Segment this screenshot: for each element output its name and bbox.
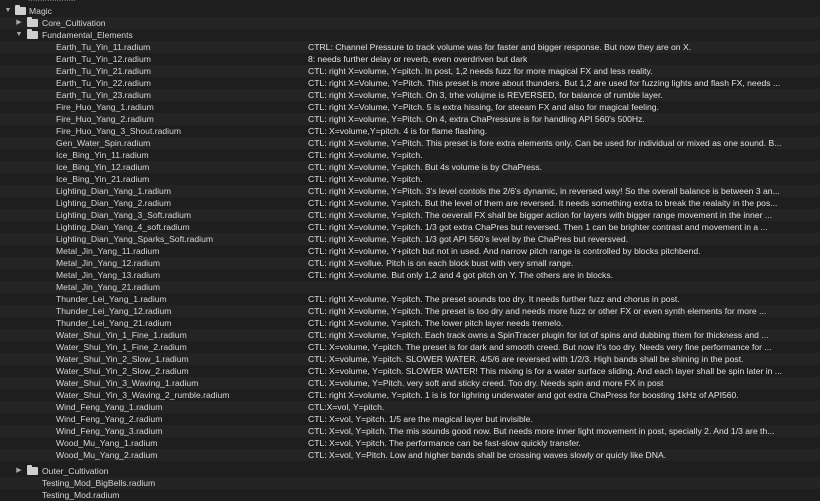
- file-name: Earth_Tu_Yin_22.radium: [56, 78, 151, 88]
- file-row[interactable]: [0, 389, 820, 401]
- folder-icon: [27, 19, 38, 27]
- file-name: Wood_Mu_Yang_2.radium: [56, 450, 158, 460]
- file-row[interactable]: [0, 53, 820, 65]
- file-comment: CTL: right X=volume, Y=pitch. The preset sounds too dry. It needs further fuzz and chorus in post.: [308, 294, 680, 304]
- file-comment: CTL: right X=volume, Y=pitch. The lower pitch layer needs tremelo.: [308, 318, 564, 328]
- file-row[interactable]: [0, 365, 820, 377]
- file-comment: CTL: right X=volume, Y=Pitch. This preset is fore extra elements only. Can be used for individual or mixed as one sound. B...: [308, 138, 782, 148]
- file-row[interactable]: [0, 125, 820, 137]
- file-comment: CTL: right X=volume, Y=pitch. The preset is too dry and needs more fuzz or other FX or even synth elements for more ...: [308, 306, 767, 316]
- file-row[interactable]: [0, 305, 820, 317]
- file-name: Metal_Jin_Yang_13.radium: [56, 270, 160, 280]
- file-comment: CTL: X=volume, Y=pitch. SLOWER WATER! This mixing is for a water surface sliding. And each layer shall be spin later in ...: [308, 366, 782, 376]
- file-row[interactable]: [0, 317, 820, 329]
- file-comment: CTL: right X=volume, Y=pitch.: [308, 150, 423, 160]
- file-comment: CTL: X=volume, Y=Pitch. very soft and sticky creed. Too dry. Needs spin and more FX in post: [308, 378, 664, 388]
- folder-outer-cultivation[interactable]: [0, 465, 820, 477]
- file-comment: CTL: right X=volume, Y=Pitch. On 3, trhe volujme is REVERSED, for balance of rumble layer.: [308, 90, 663, 100]
- folder-icon: [27, 31, 38, 39]
- folder-icon: [27, 467, 38, 475]
- file-row[interactable]: [0, 101, 820, 113]
- file-comment: CTL: right X=Volume, Y=Pitch. 5 is extra hissing, for steeam FX and also for magical feeling.: [308, 102, 659, 112]
- file-row[interactable]: [0, 449, 820, 461]
- file-name: Gen_Water_Spin.radium: [56, 138, 151, 148]
- partial-top-item: [28, 0, 76, 3]
- file-name: Lighting_Dian_Yang_2.radium: [56, 198, 171, 208]
- file-comment: CTL: right X=volume, Y=pitch. 1/3 got API 560's level by the ChaPres but reversved.: [308, 234, 629, 244]
- file-name: Wind_Feng_Yang_2.radium: [56, 414, 163, 424]
- disclosure-closed-icon[interactable]: ▶: [16, 467, 22, 474]
- file-comment: CTL: right X=volume, Y=Pitch. On 4, extra ChaPressure is for handling API 560's 500Hz.: [308, 114, 645, 124]
- file-name: Ice_Bing_Yin_11.radium: [56, 150, 149, 160]
- file-comment: CTL: X=volume, Y=pitch. The preset is for dark and smooth creed. But now it's too dry. Needs very fine performance for ...: [308, 342, 772, 352]
- file-row[interactable]: [0, 185, 820, 197]
- file-row[interactable]: [0, 77, 820, 89]
- file-row[interactable]: [0, 269, 820, 281]
- file-row[interactable]: [0, 137, 820, 149]
- file-name: Water_Shui_Yin_3_Waving_1.radium: [56, 378, 199, 388]
- file-name: Testing_Mod_BigBells.radium: [42, 478, 156, 488]
- file-comment: CTL: X=vol, Y=pitch. The performance can be fast-slow quickly transfer.: [308, 438, 581, 448]
- folder-icon: [15, 7, 26, 15]
- file-name: Earth_Tu_Yin_23.radium: [56, 90, 151, 100]
- file-row[interactable]: [0, 161, 820, 173]
- file-comment: CTL: X=volume, Y=pitch. SLOWER WATER. 4/5/6 are reversed with 1/2/3. High bands shall be shining in the post.: [308, 354, 744, 364]
- file-name: Earth_Tu_Yin_11.radium: [56, 42, 151, 52]
- file-name: Ice_Bing_Yin_21.radium: [56, 174, 150, 184]
- file-name: Metal_Jin_Yang_12.radium: [56, 258, 160, 268]
- file-comment: CTL: right X=volume, Y=pitch. Each track owns a SpinTracer plugin for lot of spins and dubbing them for thickness and ...: [308, 330, 769, 340]
- file-comment: CTL: right X=volume, Y+pitch but not in used. And narrow pitch range is controlled by blocks pitchbend.: [308, 246, 701, 256]
- file-comment: CTRL: Channel Pressure to track volume was for faster and bigger response. But now they are on X.: [308, 42, 692, 52]
- file-row[interactable]: [0, 197, 820, 209]
- file-comment: CTL: right X=volume. But only 1,2 and 4 got pitch on Y. The others are in blocks.: [308, 270, 614, 280]
- file-comment: CTL: X=vol, Y=pitch. The mis sounds good now. But needs more inner light movement in post, specially 2. And 1/3 are th...: [308, 426, 775, 436]
- file-name: Fire_Huo_Yang_2.radium: [56, 114, 154, 124]
- file-comment: 8: needs further delay or reverb, even overdriven but dark: [308, 54, 528, 64]
- folder-core-cultivation[interactable]: [0, 17, 820, 29]
- file-comment: CTL: right X=volume, Y=pitch. The oeverall FX shall be bigger action for layers with bigger range movement in the inner ...: [308, 210, 772, 220]
- file-name: Fire_Huo_Yang_1.radium: [56, 102, 154, 112]
- file-row[interactable]: [0, 221, 820, 233]
- file-comment: CTL: right X=volume, Y=Pitch. 3's level contols the 2/6's dynamic, in reversed way! So the overall balance is between 3 an...: [308, 186, 780, 196]
- file-row[interactable]: [0, 245, 820, 257]
- file-row[interactable]: [0, 233, 820, 245]
- disclosure-open-icon[interactable]: ▼: [4, 7, 12, 14]
- file-row[interactable]: [0, 401, 820, 413]
- folder-label: Outer_Cultivation: [42, 466, 109, 476]
- file-row[interactable]: [0, 89, 820, 101]
- file-comment: CTL:X=vol, Y=pitch.: [308, 402, 385, 412]
- file-row[interactable]: [0, 257, 820, 269]
- file-name: Testing_Mod.radium: [42, 490, 120, 500]
- file-row[interactable]: [0, 149, 820, 161]
- file-comment: CTL: right X=volume, Y=pitch. 1/3 got extra ChaPres but reversed. Then 1 can be brighter contrast and movement in a ...: [308, 222, 768, 232]
- file-name: Water_Shui_Yin_2_Slow_2.radium: [56, 366, 189, 376]
- file-row[interactable]: [0, 209, 820, 221]
- file-name: Water_Shui_Yin_1_Fine_1.radium: [56, 330, 187, 340]
- file-name: Earth_Tu_Yin_21.radium: [56, 66, 151, 76]
- folder-label: Fundamental_Elements: [42, 30, 133, 40]
- file-comment: CTL: right X=vollue. Pitch is on each block bust with very small range.: [308, 258, 574, 268]
- file-comment: CTL: X=vol, Y=Pitch. Low and higher bands shall be crossing waves slowly or quicly like DNA.: [308, 450, 667, 460]
- file-row-testing-bigbells[interactable]: [0, 477, 820, 489]
- file-name: Lighting_Dian_Yang_Sparks_Soft.radium: [56, 234, 214, 244]
- file-name: Earth_Tu_Yin_12.radium: [56, 54, 151, 64]
- file-name: Lighting_Dian_Yang_1.radium: [56, 186, 171, 196]
- file-name: Metal_Jin_Yang_11.radium: [56, 246, 160, 256]
- file-name: Thunder_Lei_Yang_1.radium: [56, 294, 167, 304]
- file-row-testing-mod[interactable]: [0, 489, 820, 501]
- file-comment: CTL: X=vol, Y=pitch. 1/5 are the magical layer but invisible.: [308, 414, 533, 424]
- file-row[interactable]: [0, 65, 820, 77]
- file-row[interactable]: [0, 293, 820, 305]
- file-name: Wind_Feng_Yang_1.radium: [56, 402, 163, 412]
- file-comment: CTL: right X=volume, Y=pitch. In post, 1,2 needs fuzz for more magical FX and less reality.: [308, 66, 653, 76]
- file-row[interactable]: [0, 329, 820, 341]
- file-comment: CTL: right X=volume, Y=pitch. But 4s volume is by ChaPress.: [308, 162, 542, 172]
- file-comment: CTL: right X=volume, Y=pitch. But the level of them are reversed. It needs something extra to break the realaity in the pos...: [308, 198, 778, 208]
- file-name: Thunder_Lei_Yang_21.radium: [56, 318, 172, 328]
- file-row[interactable]: [0, 413, 820, 425]
- disclosure-open-icon[interactable]: ▼: [15, 31, 23, 38]
- file-name: Thunder_Lei_Yang_12.radium: [56, 306, 172, 316]
- file-row[interactable]: [0, 41, 820, 53]
- file-row[interactable]: [0, 173, 820, 185]
- file-name: Fire_Huo_Yang_3_Shout.radium: [56, 126, 182, 136]
- folder-label: Core_Cultivation: [42, 18, 106, 28]
- file-row[interactable]: [0, 425, 820, 437]
- file-row[interactable]: [0, 377, 820, 389]
- file-row[interactable]: [0, 113, 820, 125]
- file-comment: CTL: right X=volume, Y=pitch.: [308, 174, 423, 184]
- file-name: Water_Shui_Yin_1_Fine_2.radium: [56, 342, 187, 352]
- file-name: Water_Shui_Yin_3_Waving_2_rumble.radium: [56, 390, 230, 400]
- folder-magic[interactable]: [0, 5, 820, 17]
- file-row[interactable]: [0, 281, 820, 293]
- file-row[interactable]: [0, 353, 820, 365]
- folder-fundamental-elements[interactable]: [0, 29, 820, 41]
- file-comment: CTL: X=volume,Y=pitch. 4 is for flame flashing.: [308, 126, 488, 136]
- file-name: Wind_Feng_Yang_3.radium: [56, 426, 163, 436]
- file-comment: CTL: right X=Volume, Y=Pitch. This preset is more about thunders. But 1,2 are used for fuzzing lights and flash FX, needs ...: [308, 78, 781, 88]
- file-name: Lighting_Dian_Yang_4_soft.radium: [56, 222, 190, 232]
- file-row[interactable]: [0, 341, 820, 353]
- folder-label: Magic: [29, 6, 52, 16]
- file-name: Lighting_Dian_Yang_3_Soft.radium: [56, 210, 192, 220]
- file-name: Ice_Bing_Yin_12.radium: [56, 162, 150, 172]
- file-name: Metal_Jin_Yang_21.radium: [56, 282, 160, 292]
- disclosure-closed-icon[interactable]: ▶: [16, 19, 22, 26]
- file-name: Water_Shui_Yin_2_Slow_1.radium: [56, 354, 189, 364]
- file-row[interactable]: [0, 437, 820, 449]
- file-name: Wood_Mu_Yang_1.radium: [56, 438, 158, 448]
- file-comment: CTL: right X=volume, Y=pitch. 1 is is for lighring underwater and got extra ChaPress for boosting 1kHz of API560.: [308, 390, 739, 400]
